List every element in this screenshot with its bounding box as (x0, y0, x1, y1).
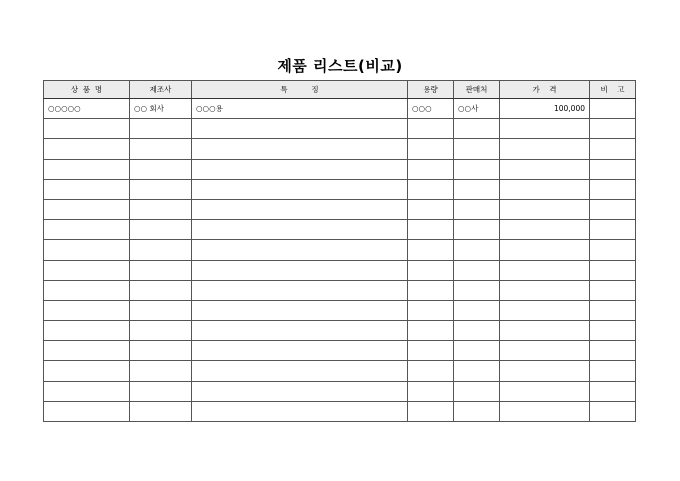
product-name-cell: ○○○○○ (44, 99, 130, 119)
product-name-cell (44, 260, 130, 280)
manufacturer-cell (130, 321, 192, 341)
manufacturer-cell (130, 381, 192, 401)
header-row (44, 81, 636, 99)
price-cell (500, 401, 590, 421)
table-row (44, 139, 636, 159)
price-cell (500, 119, 590, 139)
price-cell (500, 159, 590, 179)
product-name-cell (44, 381, 130, 401)
features-cell: ○○○용 (192, 99, 408, 119)
manufacturer-cell (130, 260, 192, 280)
column-header-capacity: 용량 (408, 81, 454, 99)
table-row (44, 300, 636, 320)
remarks-cell (590, 99, 636, 119)
manufacturer-cell (130, 159, 192, 179)
price-cell (500, 199, 590, 219)
capacity-cell (408, 159, 454, 179)
seller-cell (454, 300, 500, 320)
table-row (44, 361, 636, 381)
seller-cell (454, 240, 500, 260)
capacity-cell: ○○○ (408, 99, 454, 119)
manufacturer-cell (130, 139, 192, 159)
manufacturer-cell: ○○ 회사 (130, 99, 192, 119)
remarks-cell (590, 199, 636, 219)
table-row (44, 240, 636, 260)
price-cell (500, 341, 590, 361)
features-cell (192, 300, 408, 320)
manufacturer-cell (130, 341, 192, 361)
features-cell (192, 119, 408, 139)
product-name-cell (44, 240, 130, 260)
manufacturer-cell (130, 119, 192, 139)
product-name-cell (44, 220, 130, 240)
price-cell (500, 139, 590, 159)
manufacturer-cell (130, 240, 192, 260)
column-header-product-name: 상 품 명 (44, 81, 130, 99)
seller-cell (454, 260, 500, 280)
manufacturer-cell (130, 300, 192, 320)
seller-cell (454, 159, 500, 179)
price-cell (500, 361, 590, 381)
table-row (44, 119, 636, 139)
features-cell (192, 240, 408, 260)
price-cell (500, 260, 590, 280)
remarks-cell (590, 361, 636, 381)
product-name-cell (44, 159, 130, 179)
column-header-seller: 판매처 (454, 81, 500, 99)
capacity-cell (408, 280, 454, 300)
features-cell (192, 199, 408, 219)
seller-cell (454, 199, 500, 219)
seller-cell (454, 119, 500, 139)
features-cell (192, 260, 408, 280)
capacity-cell (408, 119, 454, 139)
product-name-cell (44, 199, 130, 219)
capacity-cell (408, 381, 454, 401)
remarks-cell (590, 381, 636, 401)
manufacturer-cell (130, 401, 192, 421)
capacity-cell (408, 361, 454, 381)
remarks-cell (590, 220, 636, 240)
price-cell (500, 321, 590, 341)
features-cell (192, 361, 408, 381)
price-cell (500, 280, 590, 300)
capacity-cell (408, 240, 454, 260)
seller-cell (454, 401, 500, 421)
table-header (44, 81, 636, 99)
column-header-remarks: 비 고 (590, 81, 636, 99)
capacity-cell (408, 321, 454, 341)
price-cell: 100,000 (500, 99, 590, 119)
product-name-cell (44, 139, 130, 159)
product-name-cell (44, 401, 130, 421)
seller-cell (454, 220, 500, 240)
product-name-cell (44, 341, 130, 361)
remarks-cell (590, 280, 636, 300)
table-row (44, 220, 636, 240)
seller-cell (454, 341, 500, 361)
capacity-cell (408, 199, 454, 219)
manufacturer-cell (130, 361, 192, 381)
capacity-cell (408, 139, 454, 159)
remarks-cell (590, 321, 636, 341)
remarks-cell (590, 341, 636, 361)
features-cell (192, 280, 408, 300)
product-name-cell (44, 119, 130, 139)
price-cell (500, 220, 590, 240)
seller-cell (454, 139, 500, 159)
table-row (44, 381, 636, 401)
product-name-cell (44, 179, 130, 199)
column-header-manufacturer: 제조사 (130, 81, 192, 99)
table-row (44, 179, 636, 199)
price-cell (500, 300, 590, 320)
manufacturer-cell (130, 199, 192, 219)
remarks-cell (590, 179, 636, 199)
capacity-cell (408, 220, 454, 240)
seller-cell (454, 179, 500, 199)
product-name-cell (44, 280, 130, 300)
features-cell (192, 321, 408, 341)
features-cell (192, 401, 408, 421)
remarks-cell (590, 260, 636, 280)
features-cell (192, 139, 408, 159)
seller-cell (454, 321, 500, 341)
product-name-cell (44, 300, 130, 320)
manufacturer-cell (130, 220, 192, 240)
seller-cell (454, 361, 500, 381)
price-cell (500, 240, 590, 260)
column-header-price: 가 격 (500, 81, 590, 99)
manufacturer-cell (130, 179, 192, 199)
remarks-cell (590, 139, 636, 159)
features-cell (192, 220, 408, 240)
remarks-cell (590, 159, 636, 179)
page-title: 제품 리스트(비교) (277, 57, 403, 75)
product-comparison-table (43, 80, 636, 422)
remarks-cell (590, 300, 636, 320)
capacity-cell (408, 401, 454, 421)
remarks-cell (590, 119, 636, 139)
features-cell (192, 381, 408, 401)
table-row (44, 159, 636, 179)
price-cell (500, 381, 590, 401)
table-row (44, 321, 636, 341)
features-cell (192, 159, 408, 179)
table-row (44, 199, 636, 219)
capacity-cell (408, 300, 454, 320)
table-row (44, 280, 636, 300)
product-name-cell (44, 361, 130, 381)
seller-cell (454, 280, 500, 300)
table-row (44, 341, 636, 361)
remarks-cell (590, 240, 636, 260)
manufacturer-cell (130, 280, 192, 300)
capacity-cell (408, 179, 454, 199)
features-cell (192, 341, 408, 361)
table-body (44, 99, 636, 422)
product-name-cell (44, 321, 130, 341)
capacity-cell (408, 341, 454, 361)
table-row (44, 401, 636, 421)
price-cell (500, 179, 590, 199)
column-header-features: 특 징 (192, 81, 408, 99)
table-row (44, 260, 636, 280)
remarks-cell (590, 401, 636, 421)
features-cell (192, 179, 408, 199)
seller-cell (454, 381, 500, 401)
table-row (44, 99, 636, 119)
seller-cell: ○○사 (454, 99, 500, 119)
capacity-cell (408, 260, 454, 280)
